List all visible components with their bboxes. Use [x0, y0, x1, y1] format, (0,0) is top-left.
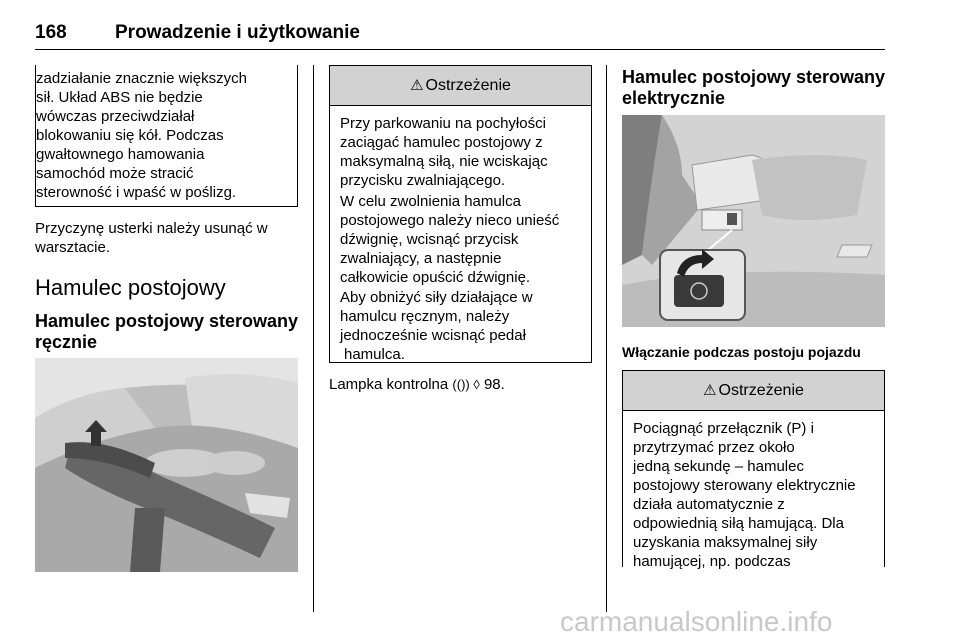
text-line: wówczas przeciwdziałał [36, 108, 195, 125]
text-line: hamującej, np. podczas [633, 553, 791, 570]
text-line: ręcznie [35, 332, 98, 352]
text-line: zadziałanie znacznie większych [36, 70, 247, 87]
continued-warning-box [35, 65, 298, 207]
warning-paragraph [340, 288, 533, 364]
text-line: maksymalną siłą, nie wciskając [340, 153, 548, 170]
text-line: hamulcu ręcznym, należy [340, 308, 510, 325]
page-header [35, 0, 885, 50]
lamp-page-ref: 98. [483, 376, 505, 393]
text-line: jedną sekundę – hamulec [633, 458, 804, 475]
repair-paragraph [35, 219, 268, 257]
text-line: jednocześnie wcisnąć pedał [340, 327, 526, 344]
manual-handbrake-image [35, 358, 298, 572]
warning-paragraph [340, 192, 559, 287]
warning-box-manual [329, 65, 592, 363]
text-line: sił. Układ ABS nie będzie [36, 89, 203, 106]
text-line: blokowaniu się kół. Podczas [36, 127, 224, 144]
header-rule [35, 49, 885, 50]
text-line: warsztacie. [35, 239, 111, 256]
warning-triangle-icon: ⚠ [410, 77, 424, 94]
page-number: 168 [35, 22, 67, 43]
text-line: uzyskania maksymalnej siły [633, 534, 818, 551]
text-line: hamulca. [344, 346, 405, 363]
page-title: Prowadzenie i użytkowanie [115, 22, 360, 43]
text-line: Hamulec postojowy sterowany [622, 67, 886, 87]
section-heading: Hamulec postojowy [35, 275, 226, 300]
text-line: samochód może stracić [36, 165, 194, 182]
text-line: sterowność i wpaść w poślizg. [36, 184, 237, 201]
text-line: dźwignię, wcisnąć przycisk [340, 231, 519, 248]
warning-title: Ostrzeżenie [718, 382, 804, 399]
column-divider-left [313, 65, 314, 612]
text-line: przycisku zwalniającego. [340, 172, 506, 189]
text-line: gwałtownego hamowania [36, 146, 205, 163]
subheading-electric [622, 67, 885, 109]
warning-header [623, 371, 884, 411]
text-line: Przy parkowaniu na pochyłości [340, 115, 546, 132]
image-caption: Włączanie podczas postoju pojazdu [622, 344, 861, 360]
text-line: Przyczynę usterki należy usunąć w [35, 220, 268, 237]
text-line: odpowiednią siłą hamującą. Dla [633, 515, 844, 532]
electric-parking-brake-image [622, 115, 885, 327]
text-line: przytrzymać przez około [633, 439, 795, 456]
warning-triangle-icon: ⚠ [703, 382, 717, 399]
warning-box-electric [622, 370, 885, 570]
indicator-lamp-line [329, 375, 505, 394]
text-line: zaciągać hamulec postojowy z [340, 134, 543, 151]
text-line: Hamulec postojowy sterowany [35, 311, 299, 331]
text-line: Aby obniżyć siły działające w [340, 289, 533, 306]
subheading-manual [35, 311, 298, 353]
text-line: Pociągnąć przełącznik (P) i [633, 420, 814, 437]
warning-paragraph [633, 419, 856, 571]
warning-paragraph [340, 114, 548, 190]
text-line: całkowicie opuścić dźwignię. [340, 269, 531, 286]
brake-lamp-icon: (()) [452, 377, 474, 392]
warning-header [330, 66, 591, 106]
watermark: carmanualsonline.info [560, 606, 833, 637]
column-divider-right [606, 65, 607, 612]
lamp-label: Lampka kontrolna [329, 376, 449, 393]
warning-title: Ostrzeżenie [425, 77, 511, 94]
text-line: elektrycznie [622, 88, 726, 108]
continued-warning-text [36, 69, 247, 202]
text-line: W celu zwolnienia hamulca [340, 193, 521, 210]
text-line: działa automatycznie z [633, 496, 785, 513]
page-ref-icon: ◊ [473, 377, 480, 392]
text-line: zwalniający, a następnie [340, 250, 502, 267]
text-line: postojowy sterowany elektrycznie [633, 477, 856, 494]
text-line: postojowego należy nieco unieść [340, 212, 560, 229]
